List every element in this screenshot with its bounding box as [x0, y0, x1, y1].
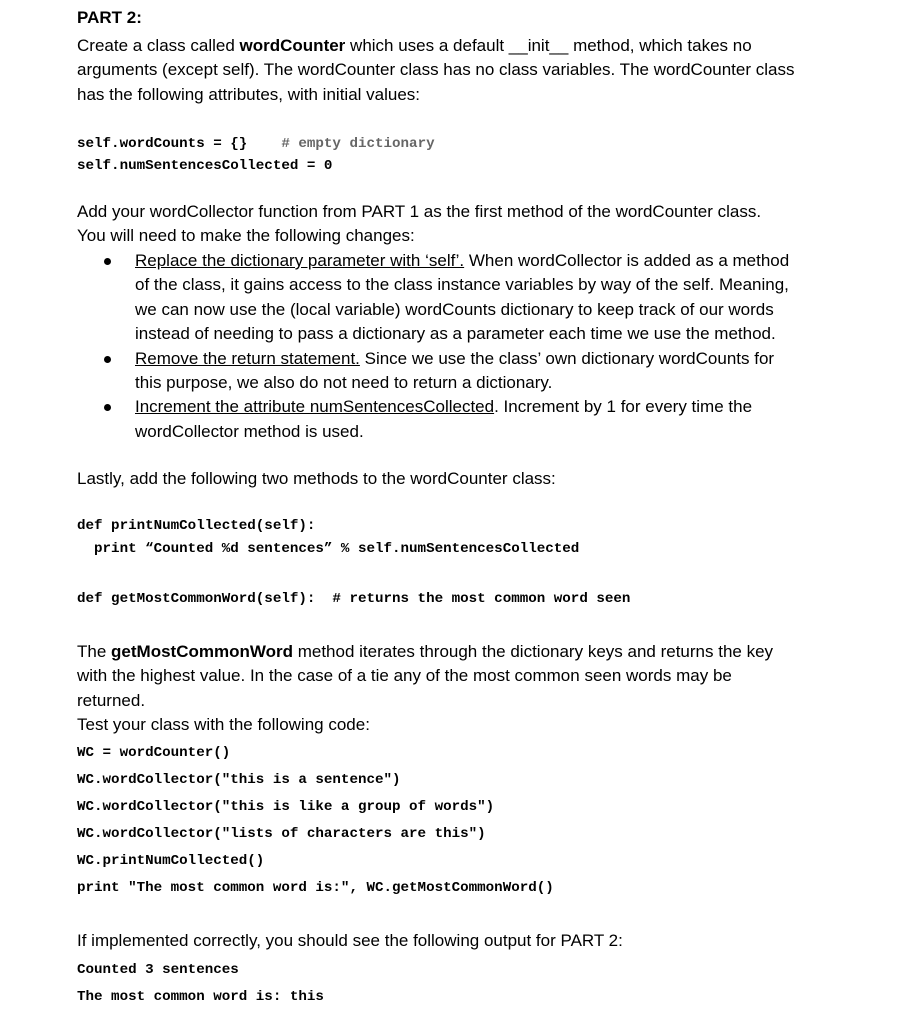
text: wordCollector method is used. [135, 421, 364, 441]
test-code [77, 740, 554, 902]
code-line: WC.wordCollector("this is a sentence") [77, 772, 401, 788]
bullet-item [135, 249, 789, 347]
methods-code [77, 515, 631, 607]
text: returned. [77, 690, 146, 710]
code-line: WC.printNumCollected() [77, 853, 265, 869]
code-line: def getMostCommonWord(self): # returns the most common word seen [77, 591, 631, 607]
add-paragraph [77, 200, 761, 249]
bullet-item [135, 347, 774, 396]
code-line: print "The most common word is:", WC.getMostCommonWord() [77, 880, 554, 896]
class-name: wordCounter [239, 36, 346, 55]
text: . Increment by 1 for every time the [494, 397, 753, 417]
underlined-text: Replace the dictionary parameter with ‘self’. [135, 251, 465, 270]
text: of the class, it gains access to the class instance variables by way of the self. Meaning, [135, 275, 789, 295]
code-line: self.wordCounts = {} [77, 136, 282, 152]
underlined-text: Increment the attribute numSentencesCollected [135, 397, 495, 417]
lastly-text: Lastly, add the following two methods to the wordCounter class: [77, 469, 556, 488]
output-line: The most common word is: this [77, 989, 324, 1005]
method-name: getMostCommonWord [111, 642, 293, 661]
code-comment: # empty dictionary [281, 136, 435, 152]
text: instead of needing to pass a dictionary as a parameter each time we use the method. [135, 324, 776, 344]
text: method iterates through the dictionary keys and returns the key [292, 642, 774, 661]
code-line: WC.wordCollector("this is like a group of words") [77, 799, 495, 815]
expected-output [77, 957, 324, 1011]
code-line: self.numSentencesCollected = 0 [77, 158, 333, 174]
text: When wordCollector is added as a method [464, 251, 790, 270]
text: Since we use the class’ own dictionary wordCounts for [359, 348, 775, 368]
text: we can now use the (local variable) wordCounts dictionary to keep track of our words [135, 299, 774, 319]
code-line: print “Counted %d sentences” % self.numSentencesCollected [77, 541, 580, 557]
code-line: WC = wordCounter() [77, 745, 231, 761]
underlined-text: Remove the return statement. [135, 348, 360, 368]
text: arguments (except self). The wordCounter class has no class variables. The wordCounter class [77, 60, 795, 80]
text: Create a class called [77, 36, 240, 55]
text: Add your wordCollector function from PART 1 as the first method of the wordCounter class. [77, 202, 762, 221]
attributes-code [77, 133, 435, 177]
intro-paragraph [77, 34, 794, 107]
section-heading: PART 2: [77, 8, 142, 27]
text: which uses a default __init__ method, which takes no [345, 36, 752, 55]
text: You will need to make the following changes: [77, 226, 415, 246]
output-line: Counted 3 sentences [77, 962, 239, 978]
text: this purpose, we also do not need to return a dictionary. [135, 372, 553, 392]
description-paragraph [77, 640, 773, 738]
text: with the highest value. In the case of a tie any of the most common seen words may be [77, 666, 732, 686]
bullet-item [135, 395, 752, 444]
text: The [77, 642, 112, 661]
text: Test your class with the following code: [77, 715, 370, 735]
code-line: def printNumCollected(self): [77, 518, 316, 534]
outro-text: If implemented correctly, you should see the following output for PART 2: [77, 931, 623, 950]
code-line: WC.wordCollector("lists of characters are this") [77, 826, 486, 842]
text: has the following attributes, with initial values: [77, 84, 421, 104]
